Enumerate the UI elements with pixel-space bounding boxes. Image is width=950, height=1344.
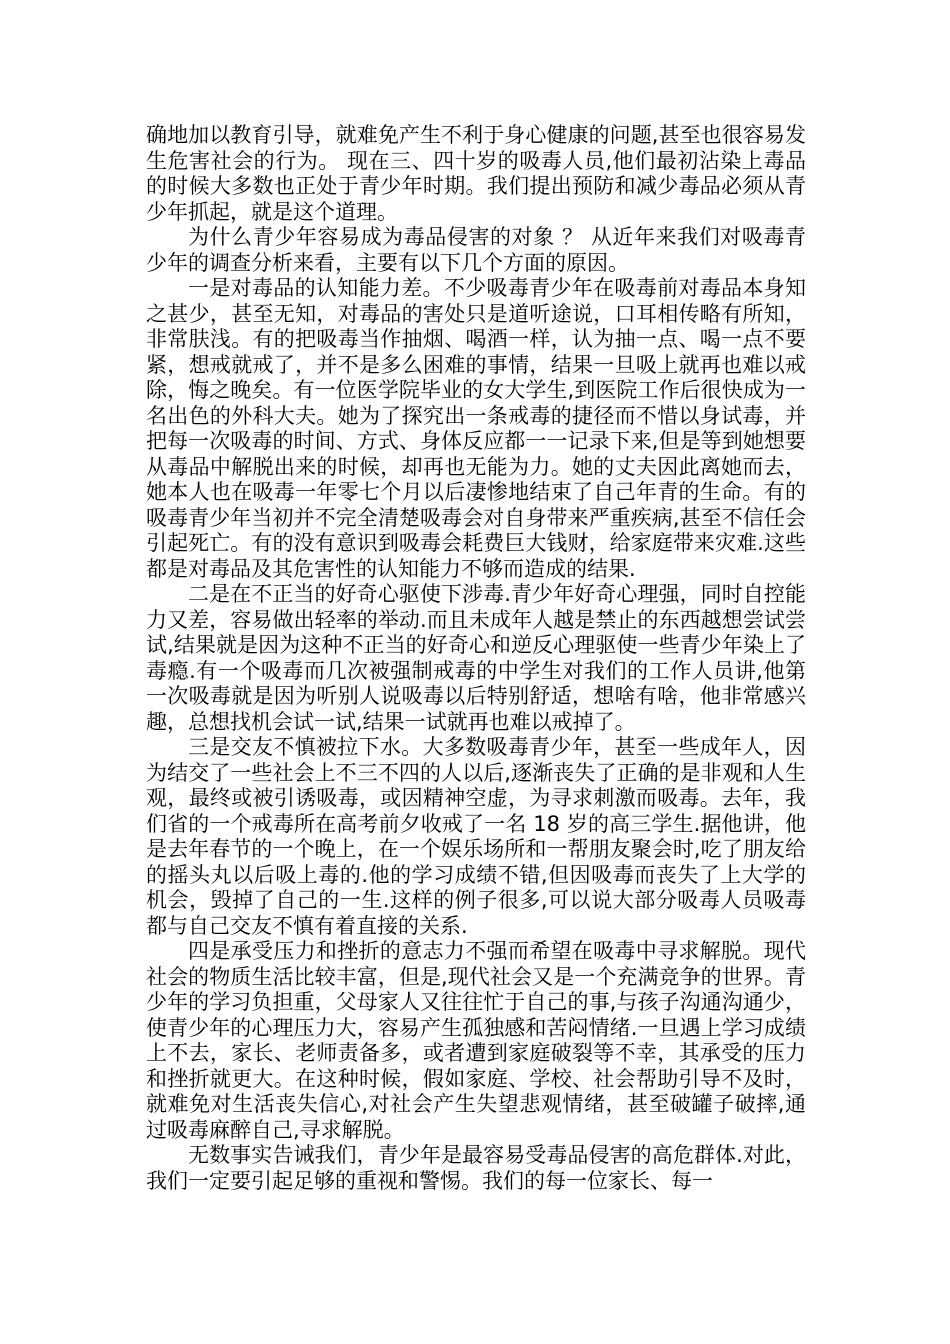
- paragraph-intro-continuation: 确地加以教育引导，就难免产生不利于身心健康的问题,甚至也很容易发生危害社会的行为。 现在三、四十岁的吸毒人员,他们最初沾染上毒品的时候大多数也正处于青少年时期。我们提出预防和减少毒品必须从青少年抓起，就是这个道理。: [146, 123, 806, 224]
- paragraph-reason-2: 二是在不正当的好奇心驱使下涉毒.青少年好奇心理强，同时自控能力又差，容易做出轻率的举动.而且未成年人越是禁止的东西越想尝试尝试,结果就是因为这种不正当的好奇心和逆反心理驱使一些青少年染上了毒瘾.有一个吸毒而几次被强制戒毒的中学生对我们的工作人员讲,他第一次吸毒就是因为听别人说吸毒以后特别舒适，想啥有啥，他非常感兴趣，总想找机会试一试,结果一试就再也难以戒掉了。: [146, 582, 806, 734]
- paragraph-reason-4: 四是承受压力和挫折的意志力不强而希望在吸毒中寻求解脱。现代社会的物质生活比较丰富，但是,现代社会又是一个充满竞争的世界。青少年的学习负担重，父母家人又往往忙于自己的事,与孩子沟通沟通少，使青少年的心理压力大，容易产生孤独感和苦闷情绪.一旦遇上学习成绩上不去，家长、老师责备多，或者遭到家庭破裂等不幸，其承受的压力和挫折就更大。在这种时候，假如家庭、学校、社会帮助引导不及时，就难免对生活丧失信心,对社会产生失望悲观情绪，甚至破罐子破摔,通过吸毒麻醉自己,寻求解脱。: [146, 939, 806, 1142]
- document-body: [146, 123, 806, 1194]
- paragraph-question: 为什么青少年容易成为毒品侵害的对象 ？ 从近年来我们对吸毒青少年的调查分析来看，主要有以下几个方面的原因。: [146, 225, 806, 275]
- paragraph-reason-1: 一是对毒品的认知能力差。不少吸毒青少年在吸毒前对毒品本身知之甚少，甚至无知，对毒品的害处只是道听途说，口耳相传略有所知，非常肤浅。有的把吸毒当作抽烟、喝酒一样，认为抽一点、喝一点不要紧，想戒就戒了，并不是多么困难的事情，结果一旦吸上就再也难以戒除，悔之晚矣。有一位医学院毕业的女大学生,到医院工作后很快成为一名出色的外科大夫。她为了探究出一条戒毒的捷径而不惜以身试毒，并把每一次吸毒的时间、方式、身体反应都一一记录下来,但是等到她想要从毒品中解脱出来的时候，却再也无能为力。她的丈夫因此离她而去，她本人也在吸毒一年零七个月以后凄惨地结束了自己年青的生命。有的吸毒青少年当初并不完全清楚吸毒会对自身带来严重疾病,甚至不信任会引起死亡。有的没有意识到吸毒会耗费巨大钱财，给家庭带来灾难.这些都是对毒品及其危害性的认知能力不够而造成的结果.: [146, 276, 806, 581]
- paragraph-reason-3: 三是交友不慎被拉下水。大多数吸毒青少年，甚至一些成年人，因为结交了一些社会上不三不四的人以后,逐渐丧失了正确的是非观和人生观，最终或被引诱吸毒，或因精神空虚，为寻求刺激而吸毒。去年，我们省的一个戒毒所在高考前夕收戒了一名 18 岁的高三学生.据他讲，他是去年春节的一个晚上，在一个娱乐场所和一帮朋友聚会时,吃了朋友给的摇头丸以后吸上毒的.他的学习成绩不错,但因吸毒而丧失了上大学的机会，毁掉了自己的一生.这样的例子很多,可以说大部分吸毒人员吸毒都与自己交友不慎有着直接的关系.: [146, 735, 806, 938]
- paragraph-conclusion: 无数事实告诫我们，青少年是最容易受毒品侵害的高危群体.对此，我们一定要引起足够的重视和警惕。我们的每一位家长、每一: [146, 1143, 806, 1193]
